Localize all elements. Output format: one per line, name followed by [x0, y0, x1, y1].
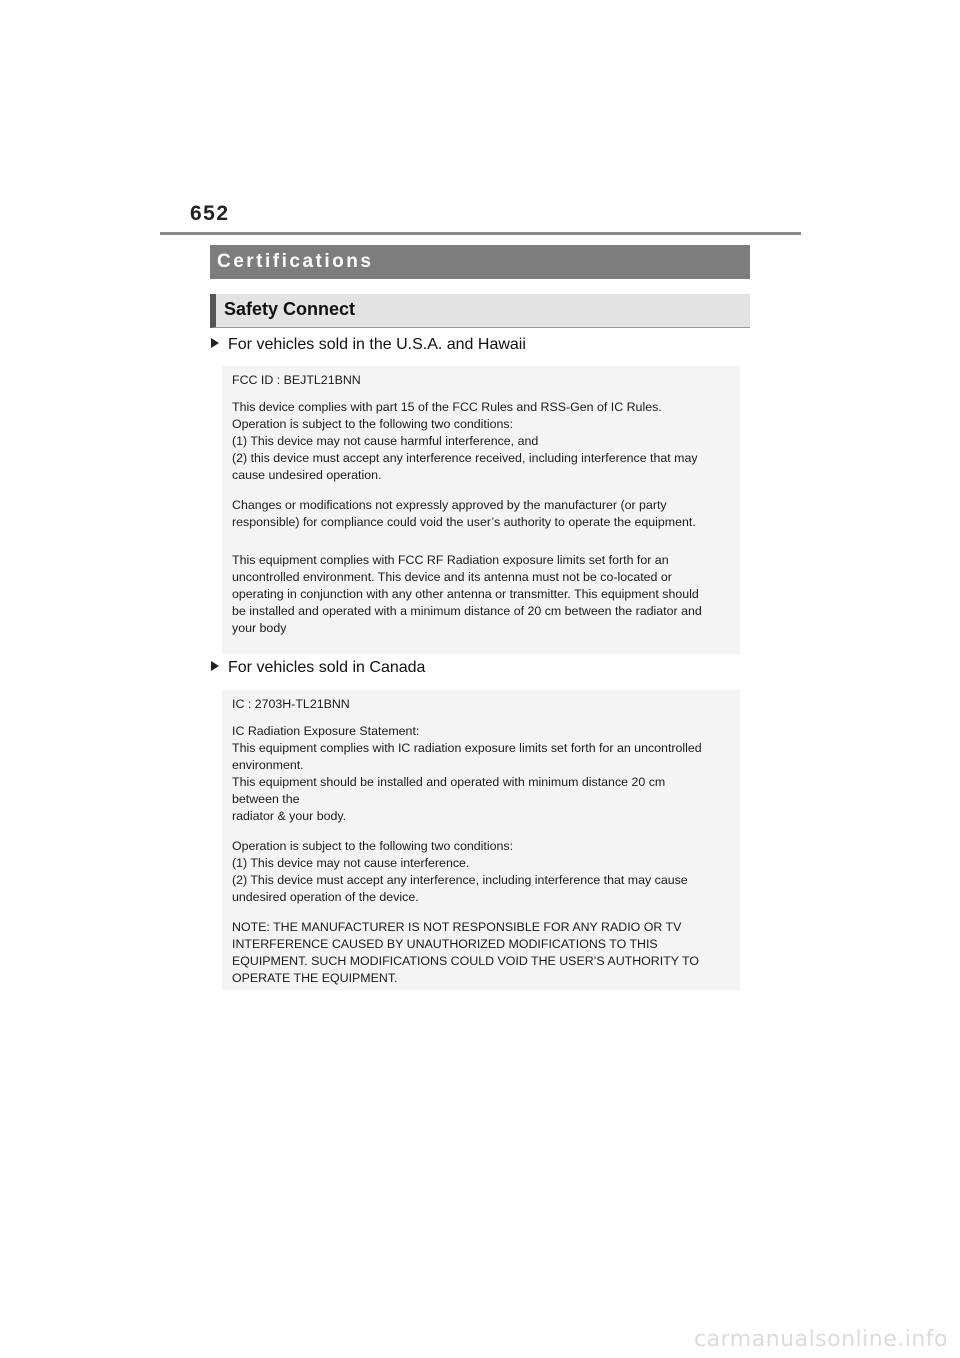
subsection-header: [210, 294, 750, 328]
bullet-usa-text: For vehicles sold in the U.S.A. and Hawaii: [228, 336, 526, 353]
page-number: 652: [190, 202, 230, 225]
bullet-canada: [211, 659, 425, 677]
right-triangle-icon: [211, 661, 219, 671]
bullet-canada-text: For vehicles sold in Canada: [228, 659, 426, 676]
ic-note-text: NOTE: THE MANUFACTURER IS NOT RESPONSIBLE FOR ANY RADIO OR TV INTERFERENCE CAUSED BY UNAUTHORIZED MODIFICATIONS TO THIS EQUIPMENT. SUCH MODIFICATIONS COULD VOID THE USER’S AUTHORITY TO OPERATE THE EQUIPMENT.: [232, 920, 699, 985]
ic-id: IC : 2703H-TL21BNN: [232, 697, 350, 711]
section-title: Certifications: [217, 251, 374, 272]
subsection-title: Safety Connect: [224, 299, 356, 319]
section-header: [210, 245, 750, 279]
watermark: carmanualsonline.info: [694, 1327, 948, 1352]
right-triangle-icon: [211, 338, 219, 348]
ic-exposure-statement: IC Radiation Exposure Statement: This equipment complies with IC radiation exposure limits set forth for an uncontrolled environment. This equipment should be installed and operated with minimum distance 20 cm between the radiator & your body.: [232, 724, 702, 823]
fcc-label-box: [222, 366, 740, 654]
fcc-rf-exposure-text: This equipment complies with FCC RF Radiation exposure limits set forth for an uncontrolled environment. This device and its antenna must not be co-located or operating in conjunction with any other antenna or transmitter. This equipment should be installed and operated with a minimum distance of 20 cm between the radiator and your body: [232, 553, 702, 635]
top-rule: [160, 232, 801, 235]
ic-conditions-text: Operation is subject to the following two conditions: (1) This device may not cause interference. (2) This device must accept any interference, including interference that may cause undesired operation of the device.: [232, 839, 688, 904]
fcc-id: FCC ID : BEJTL21BNN: [232, 373, 361, 387]
fcc-changes-text: Changes or modifications not expressly approved by the manufacturer (or party responsible) for compliance could void the user’s authority to operate the equipment.: [232, 498, 696, 529]
ic-label-box: [222, 690, 740, 990]
fcc-compliance-text: This device complies with part 15 of the FCC Rules and RSS-Gen of IC Rules. Operation is subject to the following two conditions: (1) This device may not cause harmful interference, and (2) this device must accept any interference received, including interference that may cause undesired operation.: [232, 400, 698, 482]
bullet-usa: [211, 336, 526, 354]
